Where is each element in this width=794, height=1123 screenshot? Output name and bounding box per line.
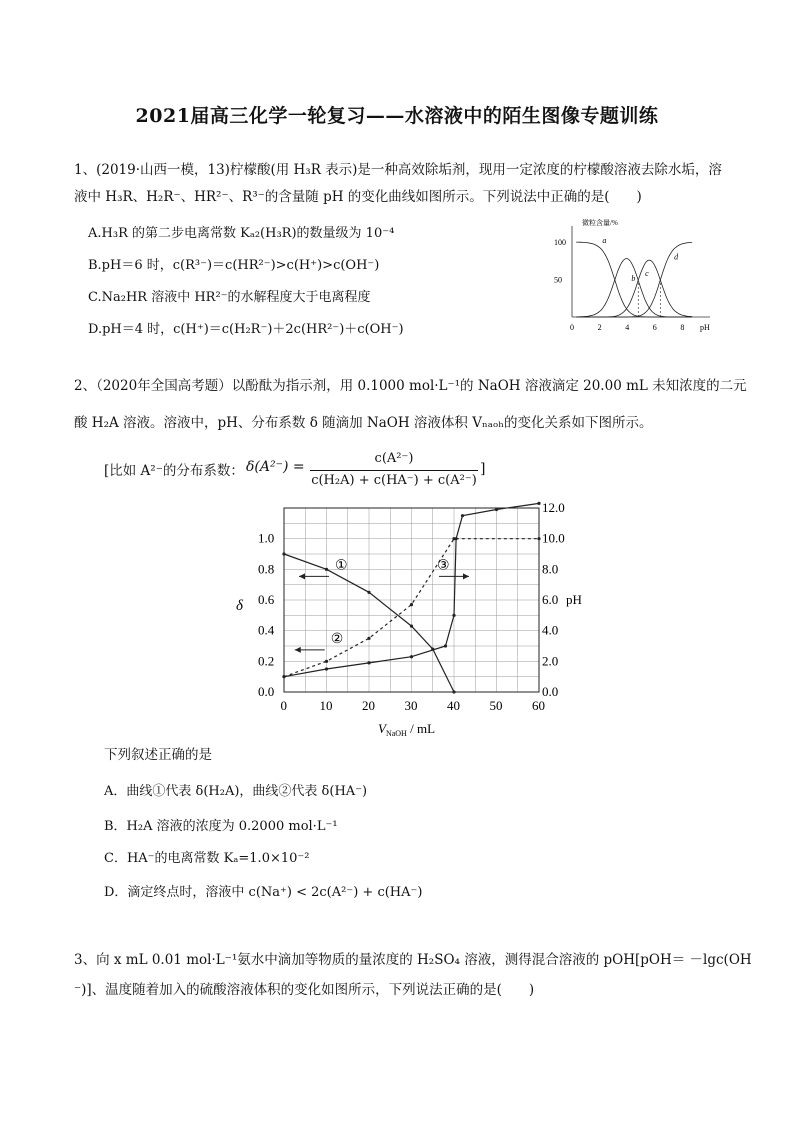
q2-option-a: A．曲线①代表 δ(H₂A)，曲线②代表 δ(HA⁻) (104, 784, 368, 799)
chart1-y-tick: 100 (554, 238, 566, 247)
chart2-y-tick-right: 12.0 (542, 500, 565, 515)
chart2-curve-1-point (452, 690, 455, 693)
chart2-curve-3-point (325, 667, 328, 670)
chart1-species-distribution (550, 214, 720, 336)
chart2-y-tick-left: 0.6 (258, 592, 275, 607)
chart2-ylabel-right: pH (566, 592, 582, 607)
chart2-y-tick-right: 8.0 (542, 561, 559, 577)
chart2-curve-3-point (410, 655, 413, 658)
chart1-x-tick: 4 (625, 323, 630, 332)
chart2-xlabel-unit: / mL (406, 721, 436, 736)
q2-option-d: D．滴定终点时，溶液中 c(Na⁺) < 2c(A²⁻) + c(HA⁻) (104, 885, 423, 900)
q1-stem-line2: 液中 H₃R、H₂R⁻、HR²⁻、R³⁻的含量随 pH 的变化曲线如图所示。下列说法中正确的是( ) (74, 189, 642, 205)
chart2-curve-3-point (367, 661, 370, 664)
chart2-curve-3-point (455, 537, 458, 540)
chart2-x-tick: 40 (447, 698, 460, 713)
chart2-x-tick: 20 (362, 698, 375, 713)
chart2-xlabel (378, 721, 435, 738)
chart2-x-tick: 30 (404, 698, 418, 713)
q2-stem-line1: 2、（2020年全国高考题）以酚酞为指示剂，用 0.1000 mol·L⁻¹的 NaOH 溶液滴定 20.00 mL 未知浓度的二元 (74, 378, 747, 394)
chart1-x-tick: 0 (570, 323, 574, 332)
chart2-ylabel-left: δ (236, 598, 243, 614)
q2-question-stem: 下列叙述正确的是 (104, 747, 212, 763)
chart2-xlabel-sub: NaOH (385, 729, 407, 738)
chart2-marker-3: ③ (437, 558, 450, 574)
chart2-y-tick-left: 0.8 (258, 561, 275, 577)
chart2-y-tick-right: 10.0 (542, 530, 565, 546)
chart2-y-tick-left: 0.2 (258, 653, 275, 669)
q2-formula-prefix: [比如 A²⁻的分布系数： (104, 463, 244, 479)
chart1-curve-label: c (645, 268, 649, 278)
chart2-y-tick-left: 1.0 (258, 530, 275, 546)
chart2-marker-2: ② (330, 631, 344, 647)
q2-option-b: B．H₂A 溶液的浓度为 0.2000 mol·L⁻¹ (104, 819, 338, 834)
chart1-x-tick: 2 (597, 323, 602, 332)
q2-formula-suffix: ] (480, 461, 486, 477)
chart1-ylabel: 微粒含量/% (582, 219, 618, 227)
q2-option-c: C．HA⁻的电离常数 Kₐ=1.0×10⁻² (104, 851, 310, 866)
chart2-curve-3-point (444, 644, 447, 647)
chart2-curve-1-point (325, 568, 328, 571)
chart2-x-tick: 50 (489, 698, 503, 713)
q3-stem-line1: 3、向 x mL 0.01 mol·L⁻¹氨水中滴加等物质的量浓度的 H₂SO₄ 溶液，测得混合溶液的 pOH[pOH＝ －lgc(OH (74, 952, 752, 968)
chart1-curve-label: b (631, 274, 636, 283)
chart1-x-tick: 6 (652, 323, 657, 332)
chart1-xlabel: pH (700, 323, 710, 332)
chart2-curve-3-point (495, 508, 498, 511)
chart2-curve-1-point (367, 591, 370, 594)
chart2-x-tick: 0 (280, 698, 287, 713)
chart2-titration-curve (230, 496, 590, 742)
chart1-curve-label: d (674, 252, 679, 262)
chart1-y-tick: 50 (554, 275, 562, 285)
q2-formula-numerator: c(A²⁻) (374, 451, 414, 466)
chart2-curve-1-point (282, 552, 285, 555)
q1-option-a: A.H₃R 的第二步电离常数 Kₐ₂(H₃R)的数量级为 10⁻⁴ (88, 226, 395, 241)
chart2-curve-2-point (325, 660, 328, 663)
page-title: 2021届高三化学一轮复习——水溶液中的陌生图像专题训练 (135, 105, 659, 127)
q1-option-c: C.Na₂HR 溶液中 HR²⁻的水解程度大于电离程度 (88, 290, 371, 305)
chart1-curve-b (576, 259, 692, 317)
q1-stem-line1: 1、(2019·山西一模，13)柠檬酸(用 H₃R 表示)是一种高效除垢剂，现用一定浓度的柠檬酸溶液去除水垢，溶 (74, 162, 722, 178)
chart2-arrowhead-2 (295, 647, 301, 653)
chart2-y-tick-right: 4.0 (542, 622, 559, 638)
q1-option-d: D.pH＝4 时，c(H⁺)＝c(H₂R⁻)＋2c(HR²⁻)＋c(OH⁻) (88, 322, 404, 337)
chart2-y-tick-left: 0.4 (258, 622, 275, 638)
chart2-y-tick-right: 6.0 (542, 592, 559, 607)
chart1-curve-label: a (602, 235, 607, 245)
chart2-y-tick-left: 0.0 (258, 684, 275, 699)
q2-formula-denominator: c(H₂A) + c(HA⁻) + c(A²⁻) (311, 473, 477, 488)
q2-stem-line2: 酸 H₂A 溶液。溶液中，pH、分布系数 δ 随滴加 NaOH 溶液体积 Vₙₐₒₕ的变化关系如下图所示。 (74, 415, 653, 431)
chart1-x-tick: 8 (680, 323, 685, 332)
q1-option-b: B.pH＝6 时，c(R³⁻)＝c(HR²⁻)>c(H⁺)>c(OH⁻) (88, 258, 380, 273)
chart2-x-tick: 10 (319, 698, 333, 713)
q2-formula-lhs: δ(A²⁻) = (246, 459, 305, 475)
chart2-curve-3-point (461, 514, 464, 517)
chart2-y-tick-right: 0.0 (542, 684, 559, 699)
chart2-curve-1-point (410, 624, 413, 627)
chart2-curve-2-point (537, 537, 540, 540)
chart2-curve-2-point (410, 603, 413, 606)
q2-formula-fraction-bar (310, 470, 478, 471)
chart2-marker-1: ① (335, 558, 348, 574)
chart2-y-tick-right: 2.0 (542, 653, 559, 669)
chart2-curve-2-point (367, 637, 370, 640)
chart2-curve-3-point (282, 675, 285, 678)
chart2-xlabel-v: V (378, 721, 386, 736)
q3-stem-line2: ⁻)]、温度随着加入的硫酸溶液体积的变化如图所示，下列说法正确的是( ) (74, 982, 535, 998)
chart2-arrowhead-1 (299, 573, 305, 579)
chart2-arrowhead-3 (463, 573, 469, 579)
chart2-curve-3-point (452, 614, 455, 617)
chart2-curve-3-point (537, 502, 540, 505)
chart2-x-tick: 60 (532, 698, 545, 713)
